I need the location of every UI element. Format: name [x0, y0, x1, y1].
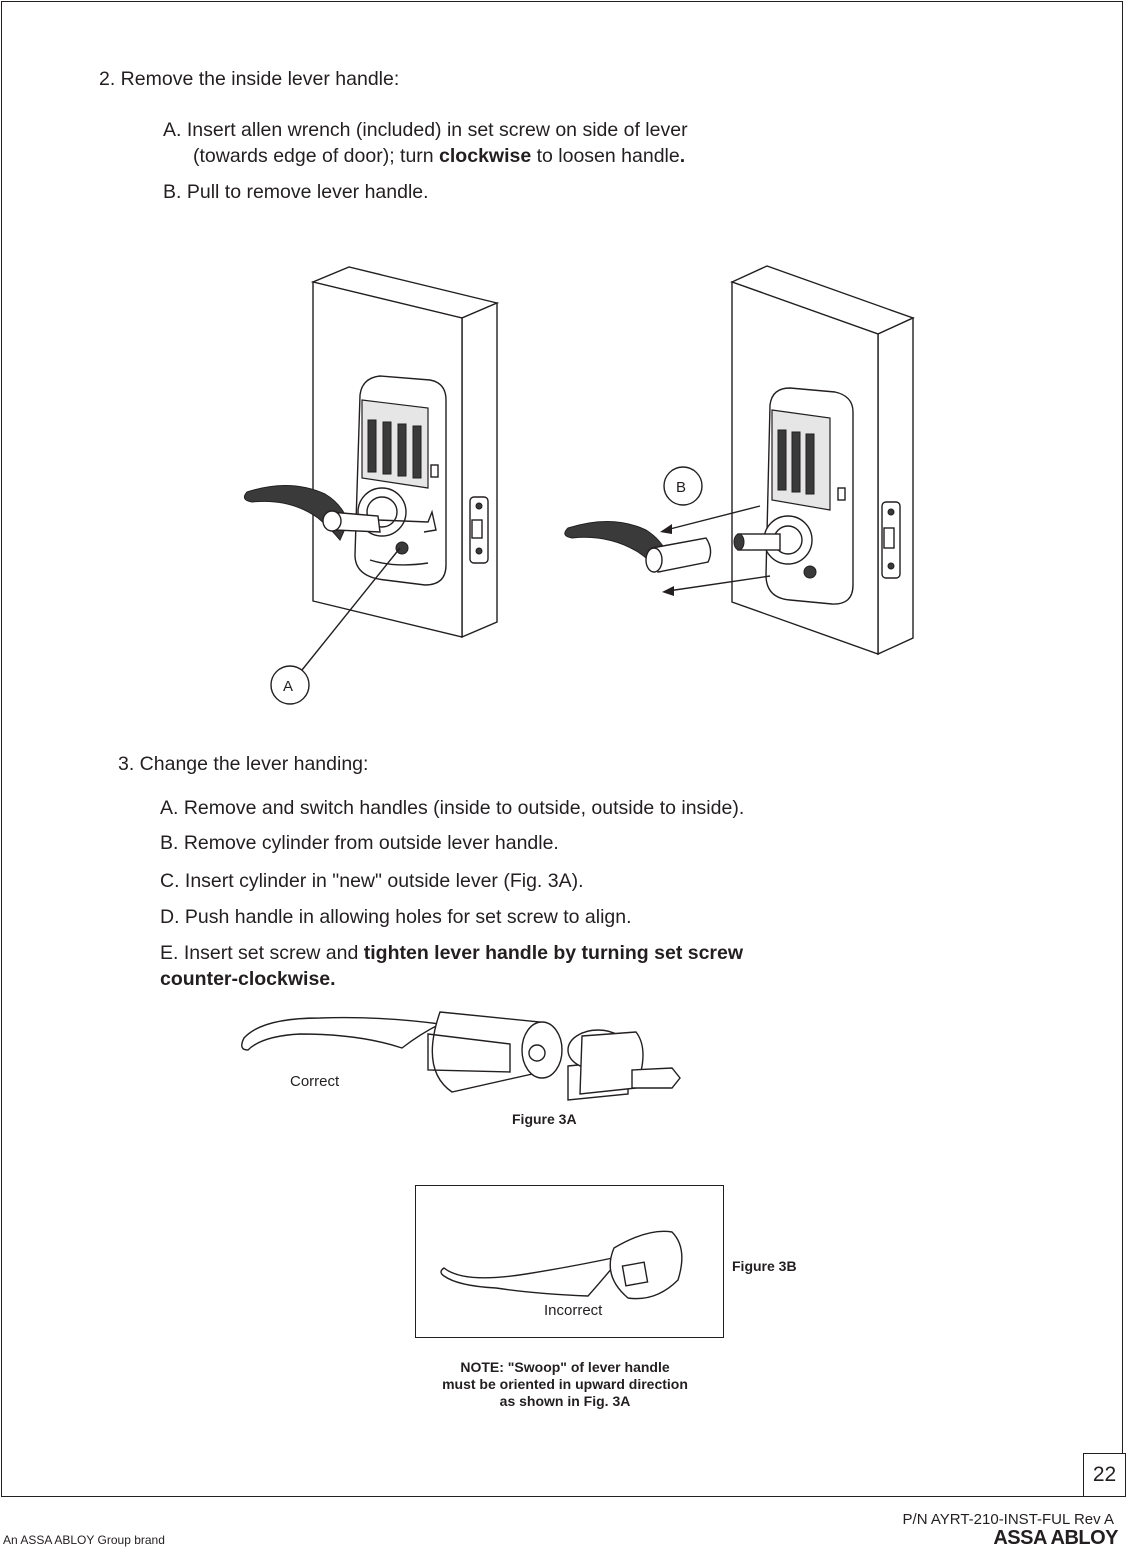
door-lock-illustration — [0, 0, 1127, 760]
assa-abloy-logo: ASSA ABLOY — [993, 1527, 1118, 1549]
step3-b: B. Remove cylinder from outside lever handle. — [160, 832, 559, 854]
left-lock-body — [355, 376, 446, 585]
step2-a-line1: A. Insert allen wrench (included) in set screw on side of lever — [163, 119, 688, 141]
figure-3a-drawing — [0, 990, 1127, 1190]
callout-b-label: B — [676, 479, 687, 496]
swoop-note — [410, 1359, 720, 1410]
step2-b: B. Pull to remove lever handle. — [163, 181, 429, 203]
step3-d: D. Push handle in allowing holes for set screw to align. — [160, 906, 632, 928]
step3-e-line1: E. Insert set screw and tighten lever handle by turning set screw — [160, 942, 744, 964]
right-detached-lever — [565, 521, 711, 572]
fig3a-caption: Figure 3A — [512, 1111, 577, 1127]
page-number: 22 — [1083, 1453, 1126, 1497]
part-number: P/N AYRT-210-INST-FUL Rev A — [902, 1511, 1114, 1528]
step2-a-line2: (towards edge of door); turn clockwise to loosen handle. — [193, 145, 686, 167]
note-line2: must be oriented in upward direction — [442, 1376, 688, 1392]
step3-heading: 3. Change the lever handing: — [118, 753, 369, 775]
step3-e-line2: counter-clockwise. — [160, 968, 336, 990]
brand-tagline: An ASSA ABLOY Group brand — [3, 1533, 165, 1547]
fig3a-correct-label: Correct — [290, 1073, 340, 1090]
callout-a-label: A — [283, 678, 294, 695]
note-line1: NOTE: "Swoop" of lever handle — [460, 1359, 670, 1375]
fig3b-caption: Figure 3B — [732, 1258, 797, 1274]
note-line3: as shown in Fig. 3A — [499, 1393, 631, 1409]
step2-heading: 2. Remove the inside lever handle: — [99, 68, 400, 90]
step3-c: C. Insert cylinder in "new" outside lever (Fig. 3A). — [160, 870, 584, 892]
figure-3b-box — [415, 1185, 724, 1338]
step3-a: A. Remove and switch handles (inside to outside, outside to inside). — [160, 797, 745, 819]
fig3b-incorrect-label: Incorrect — [544, 1302, 603, 1319]
